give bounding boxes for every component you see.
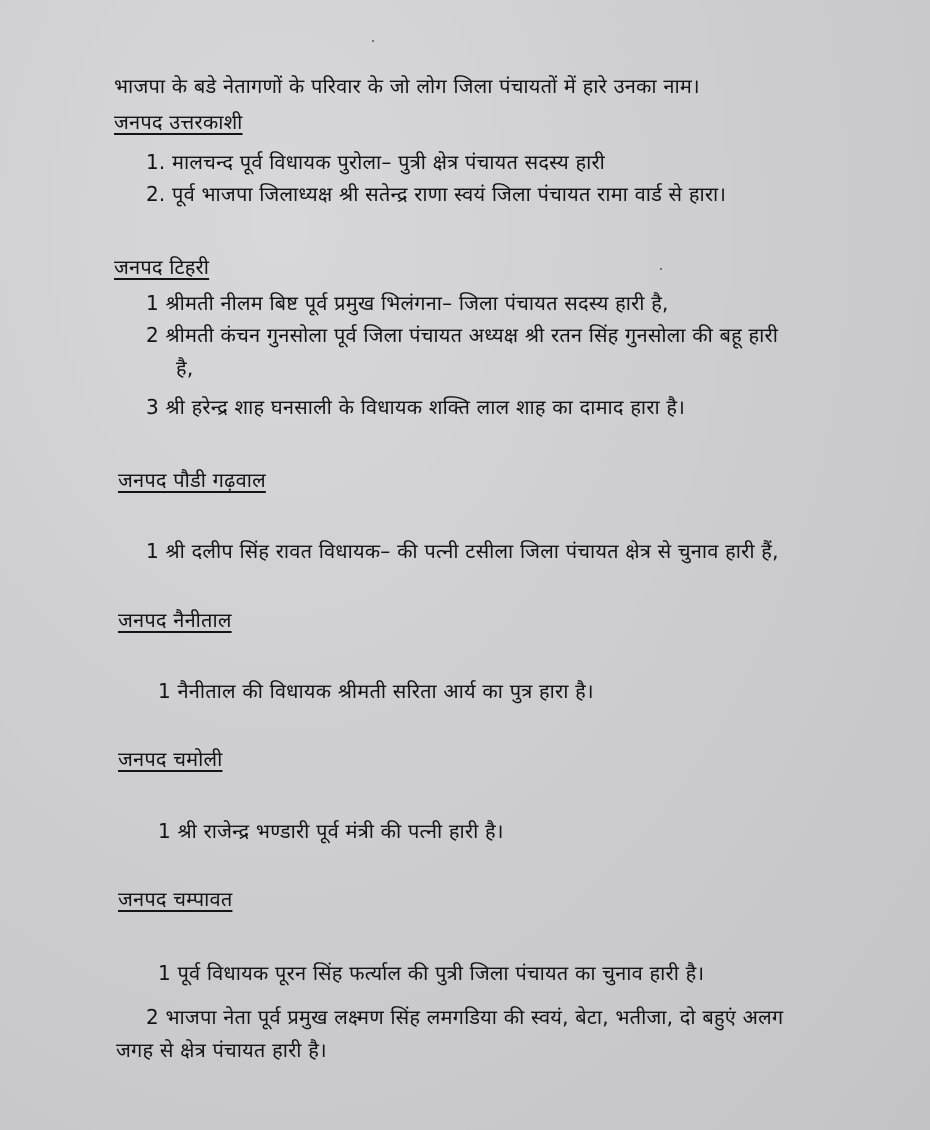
tehri-item-3: 3 श्री हरेन्द्र शाह घनसाली के विधायक शक्ति लाल शाह का दामाद हारा है।	[146, 395, 686, 419]
pauri-item-1: 1 श्री दलीप सिंह रावत विधायक– की पत्नी टसीला जिला पंचायत क्षेत्र से चुनाव हारी हैं,	[146, 539, 779, 563]
heading-pauri: जनपद पौडी गढ़वाल	[118, 468, 266, 492]
tehri-item-2-line-1: 2 श्रीमती कंचन गुनसोला पूर्व जिला पंचायत अध्यक्ष श्री रतन सिंह गुनसोला की बहू हारी	[146, 323, 779, 347]
champawat-item-2-line-1: 2 भाजपा नेता पूर्व प्रमुख लक्ष्मण सिंह लमगडिया की स्वयं, बेटा, भतीजा, दो बहुएं अलग	[146, 1005, 784, 1029]
heading-uttarkashi: जनपद उत्तरकाशी	[114, 110, 243, 134]
scan-speck	[372, 40, 374, 42]
chamoli-item-1: 1 श्री राजेन्द्र भण्डारी पूर्व मंत्री की पत्नी हारी है।	[158, 819, 504, 843]
heading-tehri: जनपद टिहरी	[114, 255, 210, 279]
heading-nainital: जनपद नैनीताल	[118, 608, 232, 632]
champawat-item-1: 1 पूर्व विधायक पूरन सिंह फर्त्याल की पुत्री जिला पंचायत का चुनाव हारी है।	[158, 961, 705, 985]
uttarkashi-item-1: 1. मालचन्द पूर्व विधायक पुरोला– पुत्री क्षेत्र पंचायत सदस्य हारी	[146, 150, 606, 174]
heading-champawat: जनपद चम्पावत	[118, 887, 233, 911]
tehri-item-2-line-2: है,	[176, 356, 194, 380]
uttarkashi-item-2: 2. पूर्व भाजपा जिलाध्यक्ष श्री सतेन्द्र राणा स्वयं जिला पंचायत रामा वार्ड से हारा।	[146, 182, 727, 206]
tehri-item-1: 1 श्रीमती नीलम बिष्ट पूर्व प्रमुख भिलंगना– जिला पंचायत सदस्य हारी है,	[146, 291, 669, 315]
heading-chamoli: जनपद चमोली	[118, 747, 223, 771]
scan-speck	[660, 268, 662, 270]
nainital-item-1: 1 नैनीताल की विधायक श्रीमती सरिता आर्य का पुत्र हारा है।	[158, 679, 594, 703]
champawat-item-2-line-2: जगह से क्षेत्र पंचायत हारी है।	[116, 1038, 327, 1062]
intro-line: भाजपा के बडे नेतागणों के परिवार के जो लोग जिला पंचायतों में हारे उनका नाम।	[114, 74, 700, 98]
